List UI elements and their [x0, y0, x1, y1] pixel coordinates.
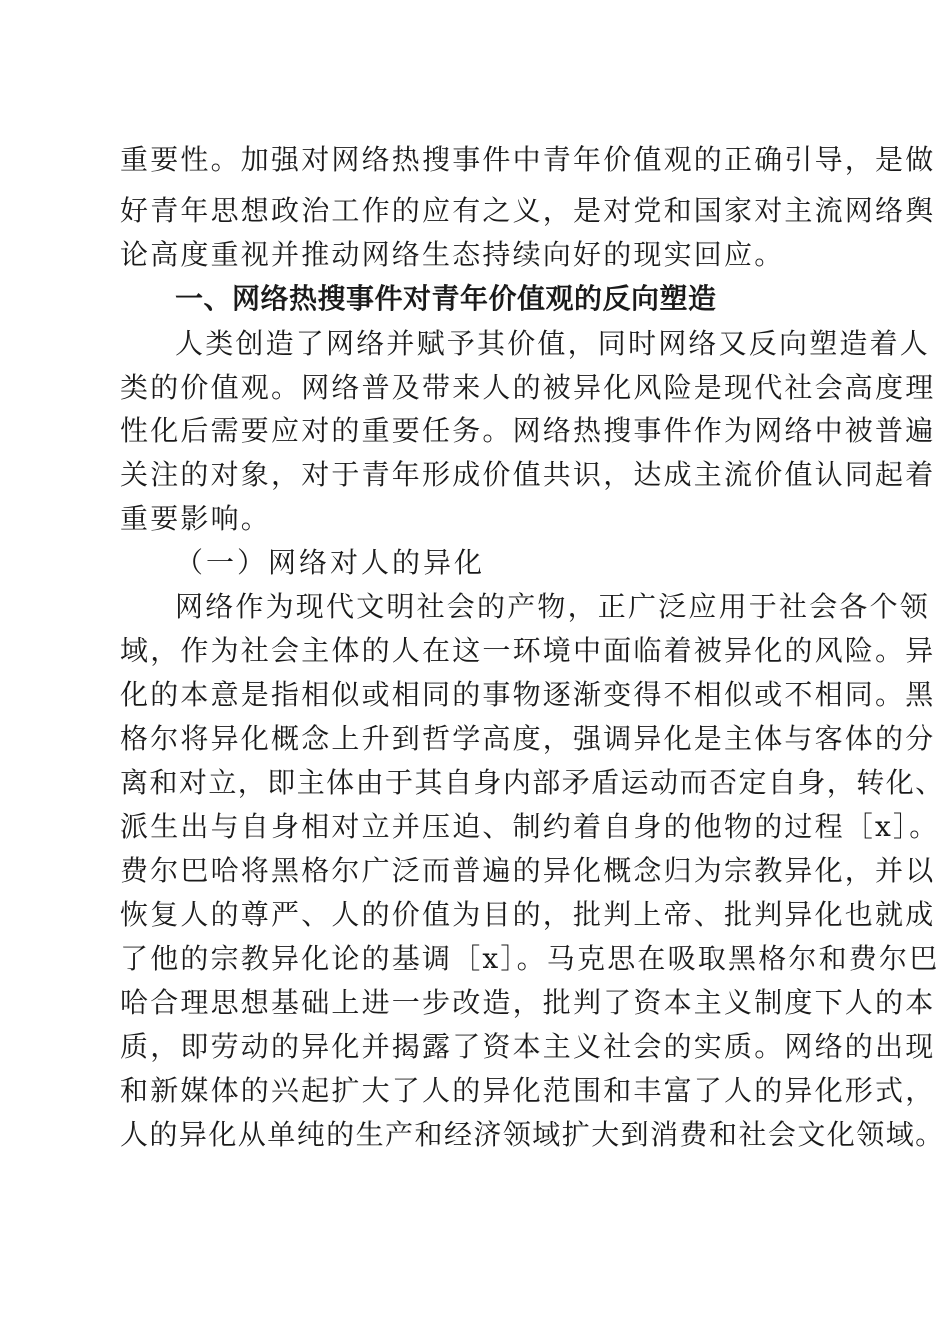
paragraph-line: 重要性。加强对网络热搜事件中青年价值观的正确引导，是做 — [120, 143, 936, 176]
paragraph-line: 类的价值观。网络普及带来人的被异化风险是现代社会高度理 — [120, 371, 936, 404]
paragraph-line: 人类创造了网络并赋予其价值，同时网络又反向塑造着人 — [175, 327, 931, 360]
paragraph-line: 和新媒体的兴起扩大了人的异化范围和丰富了人的异化形式， — [120, 1074, 936, 1107]
paragraph-line: 恢复人的尊严、人的价值为目的，批判上帝、批判异化也就成 — [120, 898, 936, 931]
paragraph-line: 离和对立，即主体由于其自身内部矛盾运动而否定自身，转化、 — [120, 766, 945, 799]
paragraph-line: 性化后需要应对的重要任务。网络热搜事件作为网络中被普遍 — [120, 414, 936, 447]
paragraph-line: 派生出与自身相对立并压迫、制约着自身的他物的过程［x］。 — [120, 810, 940, 843]
paragraph-line: 了他的宗教异化论的基调［x］。马克思在吸取黑格尔和费尔巴 — [120, 942, 940, 975]
paragraph-line: 格尔将异化概念上升到哲学高度，强调异化是主体与客体的分 — [120, 722, 936, 755]
paragraph-line: 哈合理思想基础上进一步改造，批判了资本主义制度下人的本 — [120, 986, 936, 1019]
paragraph-line: 质，即劳动的异化并揭露了资本主义社会的实质。网络的出现 — [120, 1030, 936, 1063]
section-heading: 一、网络热搜事件对青年价值观的反向塑造 — [175, 282, 717, 315]
paragraph-line: 人的异化从单纯的生产和经济领域扩大到消费和社会文化领域。 — [120, 1118, 945, 1151]
subsection-heading: （一）网络对人的异化 — [175, 546, 486, 579]
paragraph-line: 重要影响。 — [120, 502, 272, 535]
paragraph-line: 化的本意是指相似或相同的事物逐渐变得不相似或不相同。黑 — [120, 678, 936, 711]
paragraph-line: 论高度重视并推动网络生态持续向好的现实回应。 — [120, 238, 785, 271]
paragraph-line: 网络作为现代文明社会的产物，正广泛应用于社会各个领 — [175, 590, 931, 623]
paragraph-line: 域，作为社会主体的人在这一环境中面临着被异化的风险。异 — [120, 634, 936, 667]
paragraph-line: 好青年思想政治工作的应有之义，是对党和国家对主流网络舆 — [120, 194, 936, 227]
paragraph-line: 关注的对象，对于青年形成价值共识，达成主流价值认同起着 — [120, 458, 936, 491]
paragraph-line: 费尔巴哈将黑格尔广泛而普遍的异化概念归为宗教异化，并以 — [120, 854, 936, 887]
